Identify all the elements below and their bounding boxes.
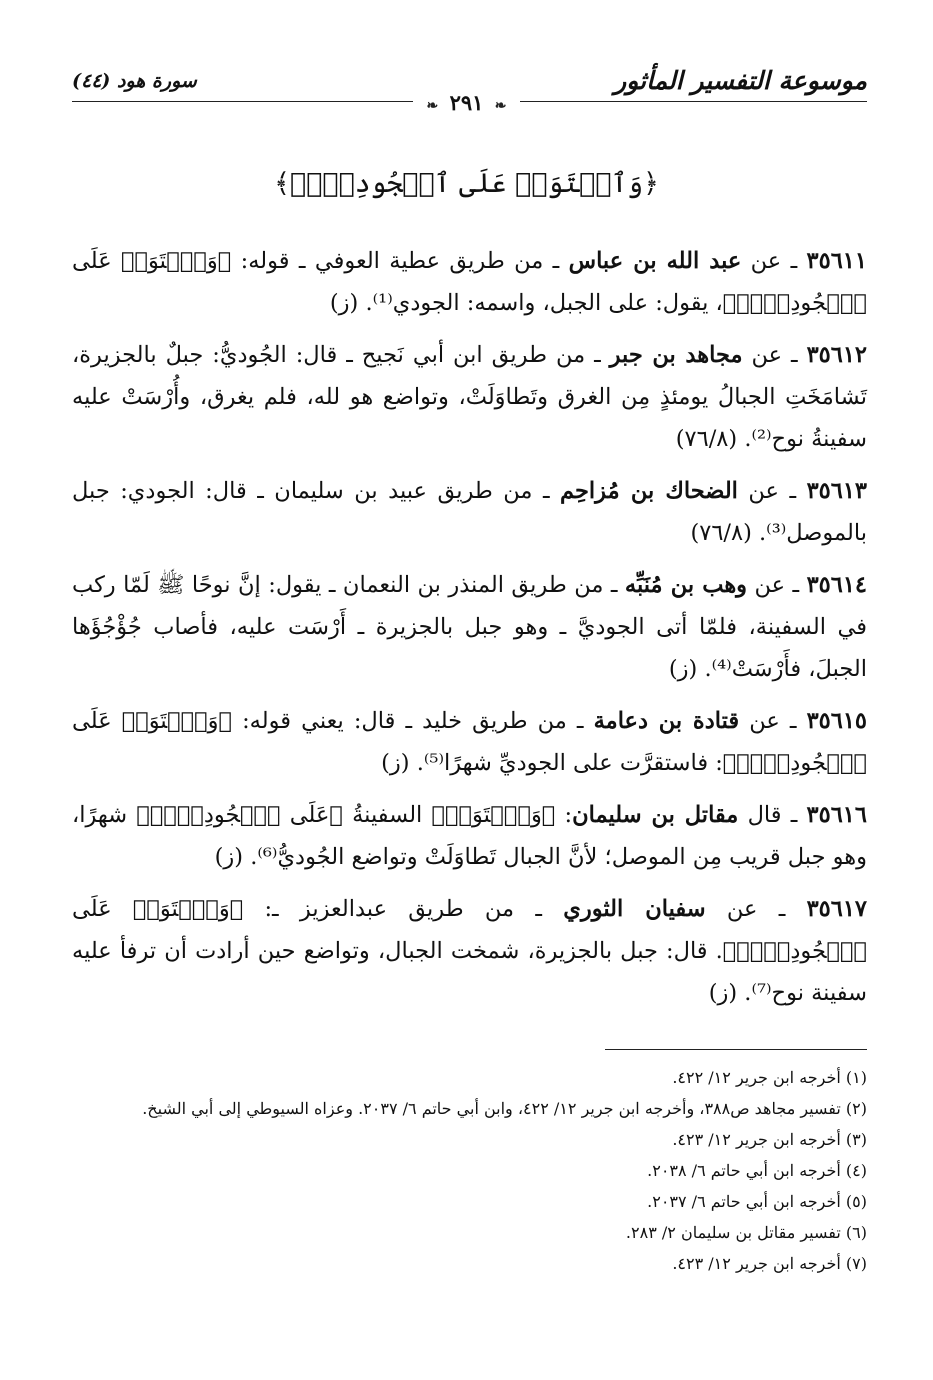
book-title: موسوعة التفسير المأثور (614, 66, 867, 95)
narration-text: ـ من طريق عبدالعزيز ـ: ﴿وَٱسۡتَوَتۡ عَلَى ٱلۡجُودِيِّۖ﴾. قال: جبل بالجزيرة، شمخت الجبال، وتواضع حين أرادت أن ترفأ عليه سفينة نوح⁽⁷⁾. (ز) (72, 896, 867, 1006)
narration-number: ٣٥٦١٥ (806, 708, 867, 734)
page-number: ٢٩١ (449, 90, 484, 115)
narration-entry (72, 700, 867, 784)
narration-number: ٣٥٦١٤ (806, 572, 867, 598)
verse-heading: ﴿وَٱسۡتَوَتۡ عَلَى ٱلۡجُودِيِّۖ﴾ (274, 168, 659, 199)
narration-number: ٣٥٦١٣ (806, 478, 867, 504)
narration-text: ـ من طريق عبيد بن سليمان ـ قال: الجودي: جبل بالموصل⁽³⁾. (٧٦/٨) (72, 478, 867, 546)
page-number-box (413, 90, 521, 115)
narration-entry (72, 794, 867, 878)
footnote: (١) أخرجه ابن جرير ١٢/ ٤٢٢. (672, 1068, 867, 1087)
narrator-name: سفيان الثوري (563, 896, 706, 922)
surah-title: سورة هود (٤٤) (72, 70, 197, 92)
narrator-name: مقاتل بن سليمان (572, 802, 739, 828)
footnote: (٢) تفسير مجاهد ص٣٨٨، وأخرجه ابن جرير ١٢/ ٤٢٢، وابن أبي حاتم ٦/ ٢٠٣٧. وعزاه السيوطي إلى أبي الشيخ. (142, 1099, 867, 1118)
footnote: (٤) أخرجه ابن أبي حاتم ٦/ ٢٠٣٨. (647, 1161, 867, 1180)
narration-prefix: ـ عن (741, 248, 807, 274)
footnote: (٦) تفسير مقاتل بن سليمان ٢/ ٢٨٣. (625, 1223, 867, 1242)
narrator-name: قتادة بن دعامة (593, 708, 740, 734)
narration-prefix: ـ عن (742, 342, 807, 368)
narration-number: ٣٥٦١٧ (806, 896, 868, 922)
narration-list (72, 240, 867, 1024)
narration-prefix: ـ عن (739, 708, 807, 734)
narration-text: ـ من طريق ابن أبي نَجيح ـ قال: الجُوديُّ: جبلٌ بالجزيرة، تَشامَخَتِ الجبالُ يومئذٍ مِن الغرق وتَطاوَلَتْ، وتواضع هو لله، فلم يغرق، وأُرْسَتْ عليه سفينةُ نوح⁽²⁾. (٧٦/٨) (72, 342, 867, 452)
footnote: (٧) أخرجه ابن جرير ١٢/ ٤٢٣. (672, 1254, 867, 1273)
narration-number: ٣٥٦١٢ (806, 342, 867, 368)
narration-prefix: ـ قال (738, 802, 807, 828)
narrator-name: وهب بن مُنَبِّه (624, 572, 748, 598)
narration-text: ـ من طريق المنذر بن النعمان ـ يقول: إنَّ نوحًا ﷺ لَمّا ركب في السفينة، فلمّا أتى الجوديَّ ـ وهو جبل بالجزيرة ـ أَرْسَت عليه، فأصاب جُؤْجُؤَها الجبلَ، فأَرْسَتْ⁽⁴⁾. (ز) (72, 572, 867, 682)
narration-entry (72, 334, 867, 460)
narration-entry (72, 470, 867, 554)
narration-number: ٣٥٦١١ (806, 248, 867, 274)
right-ornament-icon: ❧ (426, 98, 439, 114)
left-ornament-icon: ❧ (494, 98, 507, 114)
footnote: (٣) أخرجه ابن جرير ١٢/ ٤٢٣. (672, 1130, 867, 1149)
footnote: (٥) أخرجه ابن أبي حاتم ٦/ ٢٠٣٧. (647, 1192, 867, 1211)
narration-text: : ﴿وَٱسۡتَوَتۡ﴾ السفينةُ ﴿عَلَى ٱلۡجُودِيِّۖ﴾ شهرًا، وهو جبل قريب مِن الموصل؛ لأنَّ الجبال تَطاوَلَتْ وتواضع الجُوديُّ⁽⁶⁾. (ز) (72, 802, 867, 870)
narration-number: ٣٥٦١٦ (806, 802, 867, 828)
footnotes (72, 1064, 867, 1281)
narration-text: ـ من طريق عطية العوفي ـ قوله: ﴿وَٱسۡتَوَتۡ عَلَى ٱلۡجُودِيِّۖ﴾، يقول: على الجبل، واسمه: الجودي⁽¹⁾. (ز) (72, 248, 867, 316)
narration-text: ـ من طريق خليد ـ قال: يعني قوله: ﴿وَٱسۡتَوَتۡ عَلَى ٱلۡجُودِيِّۖ﴾: فاستقرَّت على الجوديِّ شهرًا⁽⁵⁾. (ز) (72, 708, 867, 776)
narrator-name: عبد الله بن عباس (568, 248, 742, 274)
footnote-separator (605, 1049, 867, 1050)
narration-prefix: ـ عن (705, 896, 807, 922)
narration-entry (72, 240, 867, 324)
narration-prefix: ـ عن (737, 478, 807, 504)
narration-entry (72, 888, 867, 1014)
narration-entry (72, 564, 867, 690)
narrator-name: مجاهد بن جبر (609, 342, 743, 368)
narration-prefix: ـ عن (747, 572, 807, 598)
narrator-name: الضحاك بن مُزاحِم (560, 478, 738, 504)
